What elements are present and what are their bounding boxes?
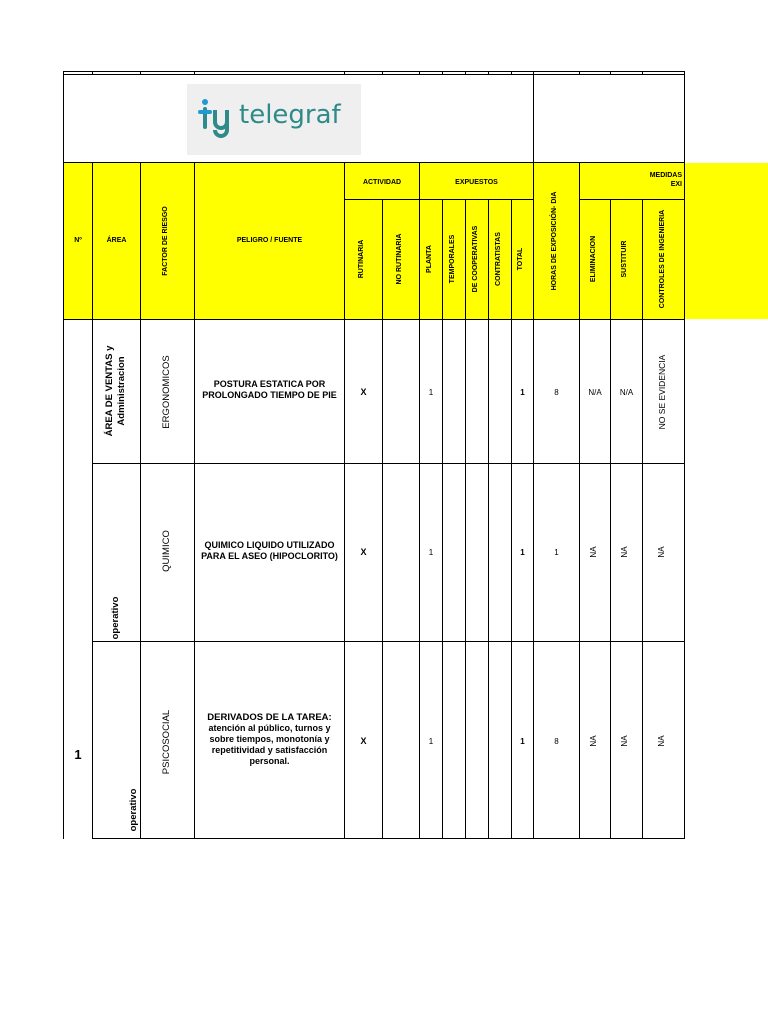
header-cooperativas: DE COOPERATIVAS [472, 225, 479, 293]
row2-controles: NA [657, 546, 666, 558]
row2-sustituir: NA [620, 546, 629, 558]
header-rutinaria: RUTINARIA [358, 239, 365, 279]
header-horas: HORAS DE EXPOSICIÓN- DIA [551, 191, 558, 291]
vtick [382, 71, 383, 75]
vtick [92, 71, 93, 75]
header-peligro: PELIGRO / FUENTE [236, 236, 303, 244]
vline-area [92, 163, 93, 839]
hline-top2 [63, 74, 685, 75]
vline-peligro [194, 163, 195, 839]
vtick [140, 71, 141, 75]
row2-eliminacion: NA [589, 546, 598, 558]
row3-controles: NA [657, 735, 666, 747]
row2-horas: 1 [554, 547, 559, 557]
row3-factor: PSICOSOCIAL [161, 709, 172, 775]
logo-text: telegraf [239, 100, 341, 130]
header-temporales: TEMPORALES [449, 234, 456, 284]
hline-top [63, 71, 685, 72]
header-contratistas: CONTRATISTAS [495, 232, 502, 286]
header-planta: PLANTA [426, 245, 433, 273]
vline-factor [140, 163, 141, 839]
row1-area-text: ÁREA DE VENTAS y Administracion [104, 345, 127, 437]
header-medidas-2: EXI [670, 181, 682, 188]
vline-right [684, 71, 685, 839]
row2-factor: QUIMICO [161, 530, 172, 572]
row3-planta: 1 [428, 736, 434, 746]
vtick [465, 71, 466, 75]
row-number: 1 [74, 746, 82, 762]
row1-controles: NO SE EVIDENCIA [657, 354, 667, 430]
row1-horas: 8 [554, 387, 559, 397]
hline-subheader-right [579, 199, 685, 200]
row3-peligro-detail: atención al público, turnos y sobre tiempos, monotonía y repetitividad y satisfacción personal. [208, 723, 331, 766]
vline-norutinaria [382, 199, 383, 839]
row1-factor: ERGONOMICOS [161, 355, 172, 429]
row1-planta: 1 [428, 387, 434, 397]
header-medidas: MEDIDAS [649, 172, 682, 179]
vtick [610, 71, 611, 75]
row1-rutinaria: X [360, 387, 367, 397]
vtick [442, 71, 443, 75]
hline-header-top [63, 162, 534, 163]
header-eliminacion: ELIMINACION [590, 235, 597, 283]
row3-peligro-title: DERIVADOS DE LA TAREA: [207, 712, 332, 723]
vtick [419, 71, 420, 75]
vline-left [63, 71, 64, 320]
hline-subheader [344, 199, 534, 200]
row1-sustituir: N/A [619, 387, 634, 397]
vtick [488, 71, 489, 75]
header-sustituir: SUSTITUIR [621, 240, 628, 278]
vline-sustituir [610, 199, 611, 839]
row2-planta: 1 [428, 547, 434, 557]
row1-total: 1 [520, 387, 525, 397]
row3-total: 1 [520, 736, 525, 746]
vline-cooperativas [465, 199, 466, 839]
header-controles: CONTROLES DE INGENIERIA [659, 209, 666, 309]
row3-peligro [198, 712, 341, 772]
header-area: ÁREA [106, 236, 127, 244]
row3-sustituir: NA [620, 735, 629, 747]
vline-horas [533, 71, 534, 839]
header-factor: FACTOR DE RIESGO [162, 206, 169, 276]
vline-controles [642, 199, 643, 839]
vline-temporales [442, 199, 443, 839]
hline-row2 [93, 641, 685, 642]
row2-area: operativo [110, 596, 121, 640]
vline-eliminacion [579, 163, 580, 839]
header-total: TOTAL [517, 247, 524, 271]
row1-peligro: POSTURA ESTATICA POR PROLONGADO TIEMPO DE PIE [202, 379, 337, 400]
telegraf-logo-icon [197, 96, 237, 140]
row2-rutinaria: X [360, 547, 367, 557]
vtick [344, 71, 345, 75]
hline-header-bottom [63, 319, 685, 320]
header-actividad: ACTIVIDAD [362, 178, 402, 186]
row1-area [104, 331, 130, 451]
row1-eliminacion: N/A [588, 387, 602, 397]
header-no: Nº [74, 236, 82, 244]
row2-peligro: QUIMICO LIQUIDO UTILIZADO PARA EL ASEO (HIPOCLORITO) [201, 540, 338, 561]
hline-row1 [93, 463, 685, 464]
vtick [511, 71, 512, 75]
row3-horas: 8 [554, 736, 559, 746]
logo [187, 84, 361, 155]
hline-header-top-right [534, 162, 685, 163]
vtick [579, 71, 580, 75]
hline-bottom [93, 838, 685, 839]
row2-total: 1 [520, 547, 525, 557]
vtick [194, 71, 195, 75]
header-no-rutinaria: NO RUTINARIA [396, 233, 403, 285]
vline-contratistas [488, 199, 489, 839]
row3-rutinaria: X [360, 736, 367, 746]
vtick [642, 71, 643, 75]
row3-eliminacion: NA [589, 735, 598, 747]
row3-area: operativo [128, 788, 139, 832]
header-expuestos: EXPUESTOS [455, 178, 498, 186]
